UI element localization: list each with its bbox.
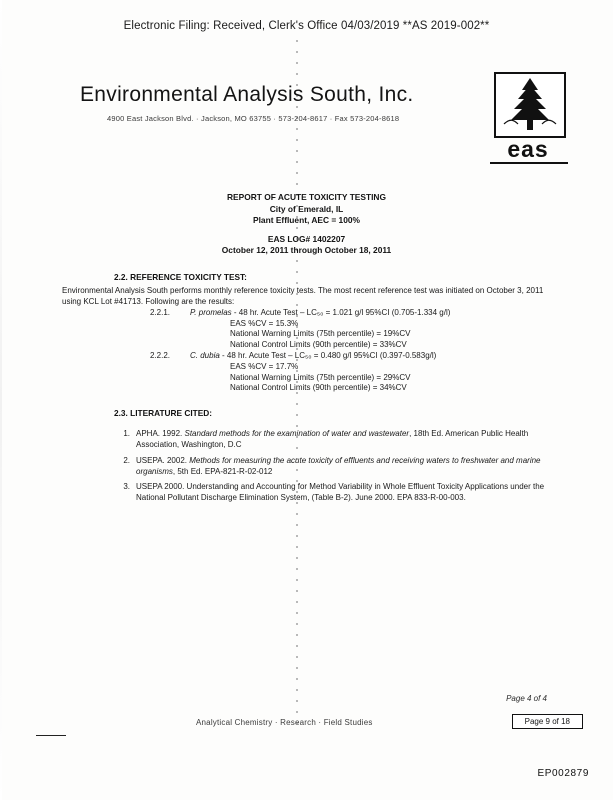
- result-detail: EAS %CV = 15.3%: [230, 318, 299, 328]
- section-2-2-intro: Environmental Analysis South performs monthly reference toxicity tests. The most recent reference test was initiated on October 3, 2011 using KCL Lot #41713. Following are the results:: [62, 286, 544, 306]
- reference-number: 2.: [123, 455, 130, 465]
- bates-number: EP002879: [537, 768, 589, 779]
- result-item: [150, 308, 570, 350]
- reference-suffix: , 5th Ed. EPA-821-R-02-012: [172, 466, 273, 476]
- result-line: - 48 hr. Acute Test – LC₅₀ = 1.021 g/l 95%CI (0.705-1.334 g/l): [231, 308, 451, 317]
- result-detail: National Control Limits (90th percentile) = 33%CV: [230, 339, 407, 349]
- report-client: City of Emerald, IL: [269, 203, 344, 214]
- logo-underline: [490, 162, 568, 164]
- species-name: P. promelas: [190, 308, 232, 317]
- pine-tree-icon: [496, 74, 564, 136]
- species-name: C. dubia: [190, 351, 220, 361]
- company-address: 4900 East Jackson Blvd. · Jackson, MO 63755 · 573-204-8617 · Fax 573-204-8618: [107, 114, 400, 123]
- reference-prefix: USEPA. 2002.: [136, 455, 190, 465]
- report-title-block: [0, 192, 613, 257]
- company-name: Environmental Analysis South, Inc.: [80, 83, 414, 106]
- reference-number: 3.: [123, 482, 130, 491]
- report-sample: Plant Effluent, AEC = 100%: [253, 215, 360, 225]
- reference-prefix: APHA. 1992.: [136, 429, 185, 438]
- exhibit-page-stamp: Page 9 of 18: [512, 714, 583, 729]
- reference-prefix: USEPA 2000. Understanding and Accounting for Method Variability in Whole Effluent Toxicity Applications under the National Pollutant Discharge Elimination System, (Table B-2). June 2000. EPA 833-R-00-003.: [136, 482, 545, 502]
- logo-wordmark: eas: [507, 136, 549, 162]
- list-item: [114, 428, 554, 450]
- result-detail: National Control Limits (90th percentile) = 34%CV: [230, 383, 407, 393]
- electronic-filing-stamp: Electronic Filing: Received, Clerk's Office 04/03/2019 **AS 2019-002**: [123, 20, 490, 32]
- footer-tagline: Analytical Chemistry · Research · Field Studies: [196, 718, 373, 727]
- section-2-2-heading: 2.2. REFERENCE TOXICITY TEST:: [114, 272, 247, 282]
- section-2-3-heading: 2.3. LITERATURE CITED:: [114, 408, 213, 418]
- scan-mark: [36, 735, 66, 736]
- result-detail: EAS %CV = 17.7%: [230, 361, 299, 371]
- reference-number: 1.: [123, 429, 130, 438]
- report-title: REPORT OF ACUTE TOXICITY TESTING: [227, 192, 386, 202]
- reference-title: Standard methods for the examination of water and wastewater: [184, 429, 410, 438]
- result-number: 2.2.1.: [150, 308, 171, 317]
- result-number: 2.2.2.: [150, 351, 171, 361]
- list-item: [114, 481, 554, 503]
- company-logo: [494, 72, 566, 138]
- reference-title: Methods for measuring the acute toxicity of effluents and receiving waters to freshwater and marine organisms: [136, 455, 541, 476]
- result-detail: National Warning Limits (75th percentile) = 19%CV: [230, 329, 411, 339]
- literature-cited-list: [114, 428, 554, 508]
- result-detail: National Warning Limits (75th percentile) = 29%CV: [230, 372, 411, 382]
- reference-toxicity-results: [150, 308, 570, 394]
- report-date-range: October 12, 2011 through October 18, 2011: [221, 245, 392, 255]
- result-item: [150, 351, 570, 393]
- result-line: - 48 hr. Acute Test – LC₅₀ = 0.480 g/l 95%CI (0.397-0.583g/l): [219, 351, 437, 361]
- report-log-number: EAS LOG# 1402207: [267, 233, 346, 244]
- page-number: Page 4 of 4: [506, 694, 547, 703]
- reference-suffix: , 18th Ed. American Public Health Association, Washington, D.C: [136, 429, 529, 449]
- list-item: [114, 455, 554, 477]
- scan-edge: [0, 0, 2, 800]
